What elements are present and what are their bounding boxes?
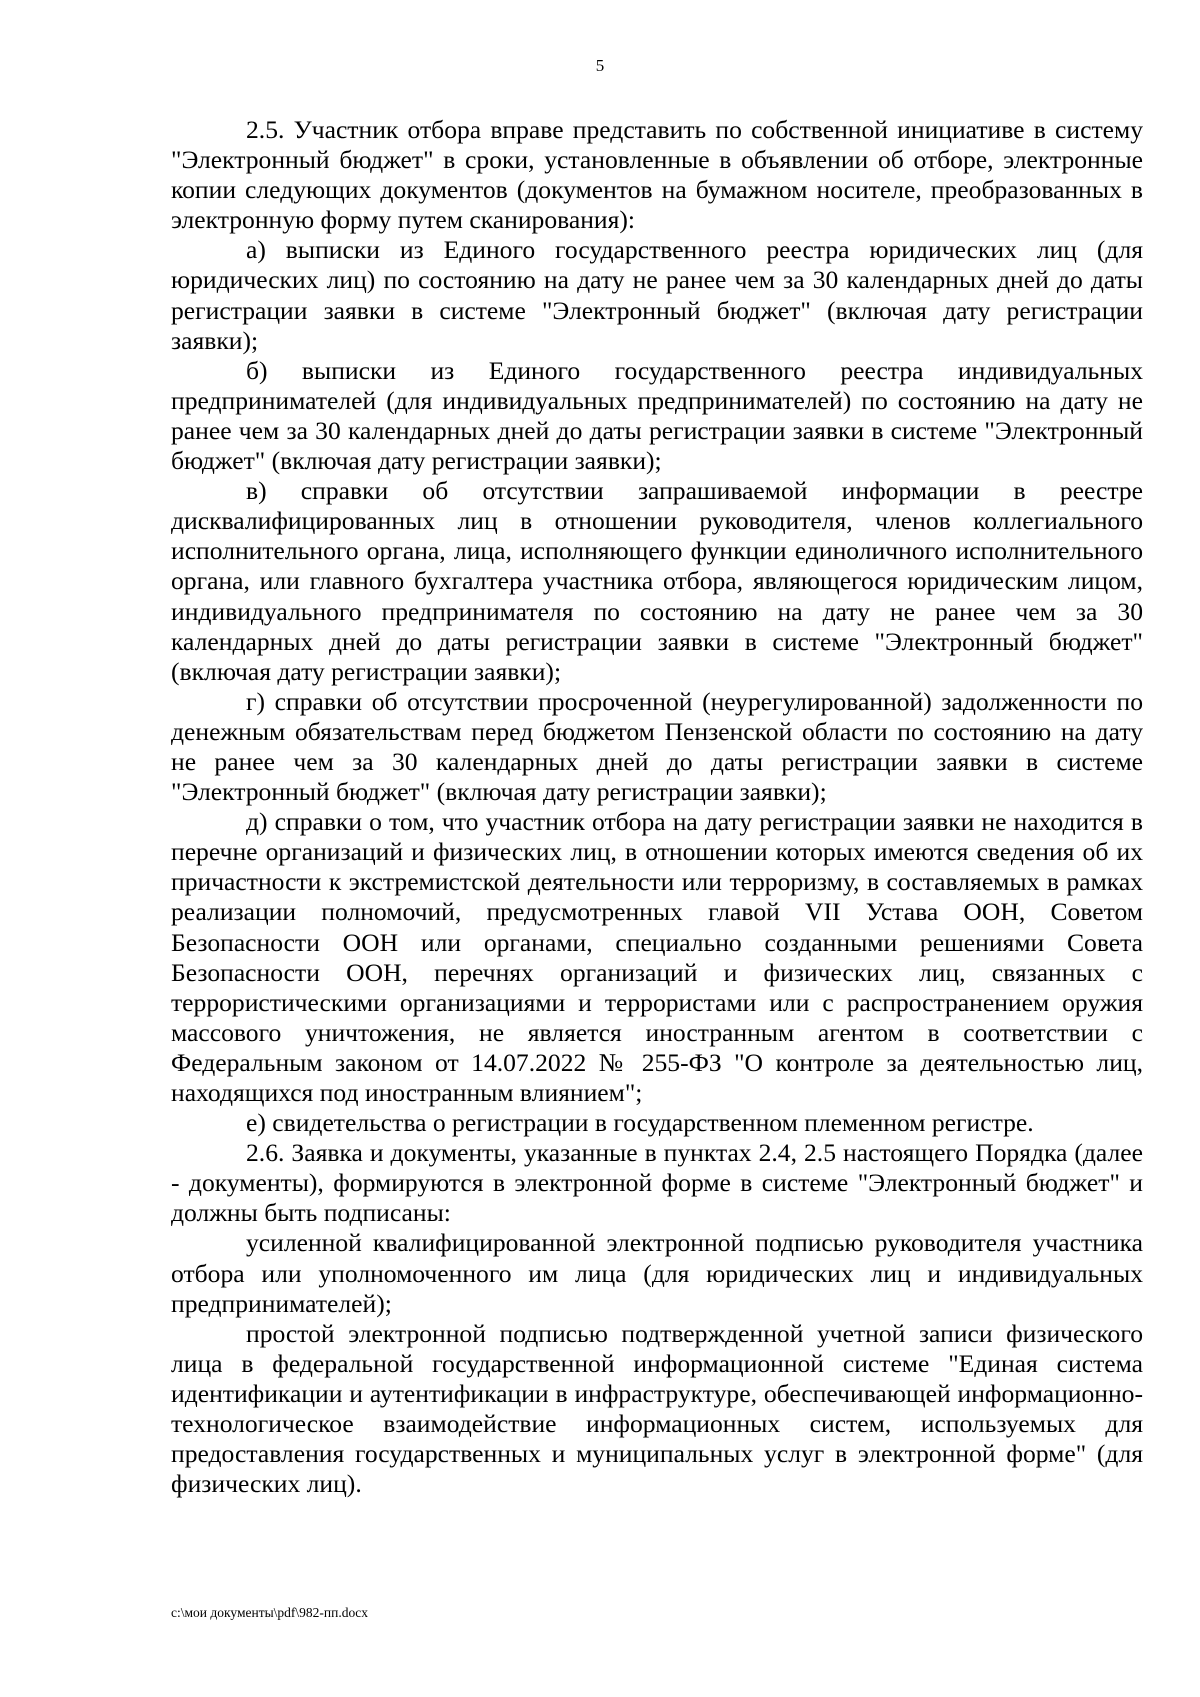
paragraph-2-5-d: д) справки о том, что участник отбора на дату регистрации заявки не находится в перечне организаций и физических лиц, в отношении которых имеются сведения об их причастности к экстремистской деятельности или терроризму, в составляемых в рамках реализации полномочий, предусмотренных главой VII Устава ООН, Советом Безопасности ООН или органами, специально созданными решениями Совета Безопасности ООН, перечнях организаций и физических лиц, связанных с террористическими организациями и террористами или с распространением оружия массового уничтожения, не является иностранным агентом в соответствии с Федеральным законом от 14.07.2022 № 255-ФЗ "О контроле за деятельностью лиц, находящихся под иностранным влиянием"; [171,807,1143,1107]
paragraph-2-6-qualified-signature: усиленной квалифицированной электронной подписью руководителя участника отбора или уполномоченного им лица (для юридических лиц и индивидуальных предпринимателей); [171,1228,1143,1318]
paragraph-2-5-g: г) справки об отсутствии просроченной (неурегулированной) задолженности по денежным обязательствам перед бюджетом Пензенской области по состоянию на дату не ранее чем за 30 календарных дней до даты регистрации заявки в системе "Электронный бюджет" (включая дату регистрации заявки); [171,686,1143,807]
paragraph-2-5-a: а) выписки из Единого государственного реестра юридических лиц (для юридических лиц) по состоянию на дату не ранее чем за 30 календарных дней до даты регистрации заявки в системе "Электронный бюджет" (включая дату регистрации заявки); [171,235,1143,355]
paragraph-2-5-e: е) свидетельства о регистрации в государственном племенном регистре. [246,1108,1034,1138]
paragraph-2-5: 2.5. Участник отбора вправе представить по собственной инициативе в систему "Электронный бюджет" в сроки, установленные в объявлении об отборе, электронные копии следующих документов (документов на бумажном носителе, преобразованных в электронную форму путем сканирования): [171,115,1143,235]
page-number: 5 [595,56,605,75]
paragraph-2-6: 2.6. Заявка и документы, указанные в пунктах 2.4, 2.5 настоящего Порядка (далее - документы), формируются в электронной форме в системе "Электронный бюджет" и должны быть подписаны: [171,1138,1143,1228]
paragraph-2-5-v: в) справки об отсутствии запрашиваемой информации в реестре дисквалифицированных лиц в отношении руководителя, членов коллегиального исполнительного органа, лица, исполняющего функции единоличного исполнительного органа, или главного бухгалтера участника отбора, являющегося юридическим лицом, индивидуального предпринимателя по состоянию на дату не ранее чем за 30 календарных дней до даты регистрации заявки в системе "Электронный бюджет" (включая дату регистрации заявки); [171,476,1143,686]
footer-file-path: c:\мои документы\pdf\982-пп.docx [171,1605,368,1620]
paragraph-2-6-simple-signature: простой электронной подписью подтвержденной учетной записи физического лица в федеральной государственной информационной системе "Единая система идентификации и аутентификации в инфраструктуре, обеспечивающей информационно-технологическое взаимодействие информационных систем, используемых для предоставления государственных и муниципальных услуг в электронной форме" (для физических лиц). [171,1318,1143,1499]
document-body [171,115,1143,1499]
paragraph-2-5-b: б) выписки из Единого государственного реестра индивидуальных предпринимателей (для индивидуальных предпринимателей) по состоянию на дату не ранее чем за 30 календарных дней до даты регистрации заявки в системе "Электронный бюджет" (включая дату регистрации заявки); [171,355,1143,476]
